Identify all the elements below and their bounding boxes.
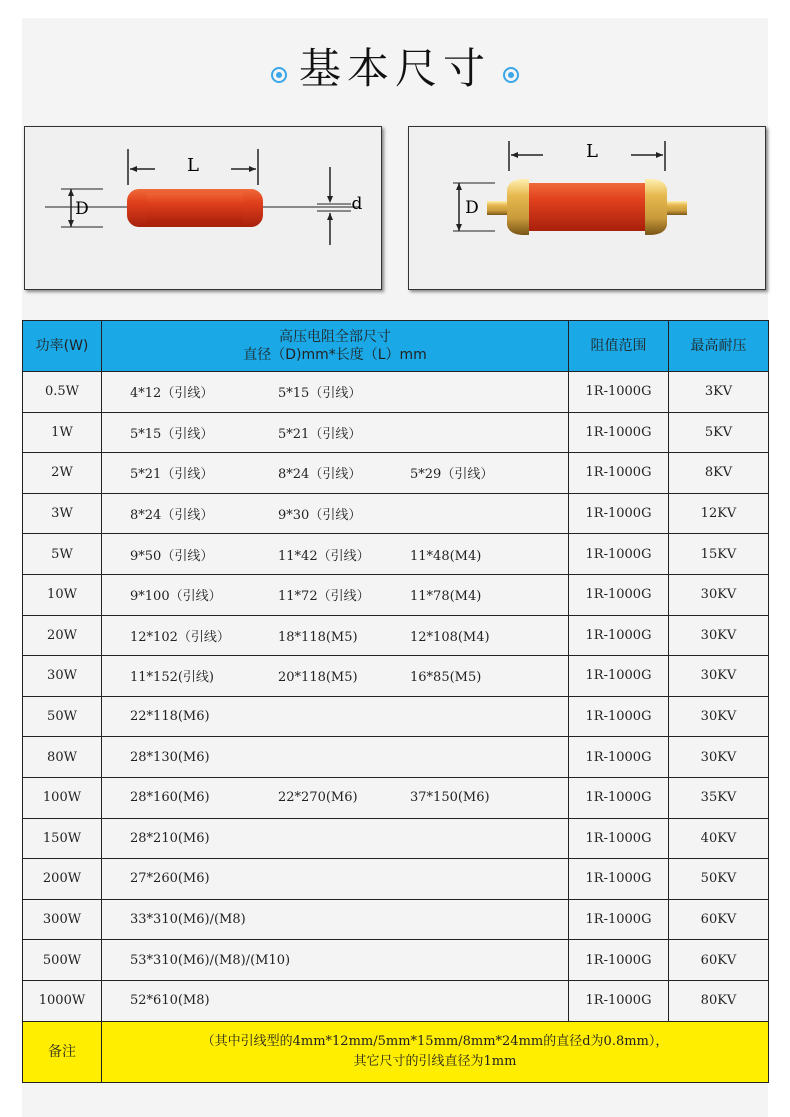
dimension-option: 5*29（引线） (410, 467, 494, 483)
resistance-range-cell: 1R-1000G (569, 656, 669, 697)
max-voltage-cell: 15KV (669, 534, 769, 575)
dimension-option: 8*24（引线） (130, 508, 214, 524)
power-cell: 300W (23, 899, 102, 940)
max-voltage-cell: 35KV (669, 777, 769, 818)
table-row (23, 453, 769, 494)
power-cell: 200W (23, 859, 102, 900)
table-row (23, 859, 769, 900)
resistance-range-cell: 1R-1000G (569, 737, 669, 778)
dimension-option: 28*130(M6) (130, 749, 210, 765)
dimension-option: 9*100（引线） (130, 589, 222, 605)
lead-diameter-label: d (351, 194, 363, 214)
header-dimensions-line1: 高压电阻全部尺寸 (279, 329, 391, 345)
table-row (23, 574, 769, 615)
max-voltage-cell: 30KV (669, 615, 769, 656)
circle-bullet-icon (503, 67, 519, 83)
dimensions-cell (102, 656, 569, 697)
diagram-lead-type (24, 126, 382, 290)
length-label: L (187, 155, 199, 176)
dimension-option: 5*15（引线） (130, 426, 214, 442)
note-line2: 其它尺寸的引线直径为1mm (353, 1053, 517, 1069)
header-resistance-range: 阻值范围 (569, 321, 669, 372)
resistance-range-cell: 1R-1000G (569, 615, 669, 656)
power-cell: 80W (23, 737, 102, 778)
max-voltage-cell: 12KV (669, 493, 769, 534)
dimension-option: 11*42（引线） (278, 548, 370, 564)
page-title: 基本尺寸 (298, 44, 491, 93)
dimensions-cell (102, 777, 569, 818)
resistor-body (521, 183, 653, 231)
max-voltage-cell: 50KV (669, 859, 769, 900)
power-cell: 10W (23, 574, 102, 615)
resistance-range-cell: 1R-1000G (569, 372, 669, 413)
table-row (23, 372, 769, 413)
table-row (23, 980, 769, 1021)
resistance-range-cell: 1R-1000G (569, 980, 669, 1021)
note-row (23, 1021, 769, 1082)
dimensions-cell (102, 372, 569, 413)
dimensions-cell (102, 980, 569, 1021)
dimensions-cell (102, 574, 569, 615)
max-voltage-cell: 5KV (669, 412, 769, 453)
header-dimensions (102, 321, 569, 372)
resistance-range-cell: 1R-1000G (569, 453, 669, 494)
resistance-range-cell: 1R-1000G (569, 412, 669, 453)
table-row (23, 777, 769, 818)
spec-table (22, 320, 769, 1083)
power-cell: 1000W (23, 980, 102, 1021)
dimension-option: 5*21（引线） (130, 467, 214, 483)
left-cap (507, 179, 529, 235)
diameter-label: D (465, 198, 479, 218)
dimension-option: 5*15（引线） (278, 386, 362, 402)
header-max-voltage: 最高耐压 (669, 321, 769, 372)
dimension-option: 4*12（引线） (130, 386, 214, 402)
resistance-range-cell: 1R-1000G (569, 534, 669, 575)
dimension-option: 12*102（引线） (130, 629, 230, 645)
table-row (23, 656, 769, 697)
note-text (102, 1021, 769, 1082)
power-cell: 0.5W (23, 372, 102, 413)
power-cell: 5W (23, 534, 102, 575)
dimensions-cell (102, 696, 569, 737)
dimensions-cell (102, 412, 569, 453)
dimension-option: 53*310(M6)/(M8)/(M10) (130, 952, 291, 968)
table-header-row (23, 321, 769, 372)
table-row (23, 534, 769, 575)
max-voltage-cell: 8KV (669, 453, 769, 494)
resistance-range-cell: 1R-1000G (569, 818, 669, 859)
dimension-option: 11*48(M4) (410, 548, 482, 564)
table-row (23, 940, 769, 981)
left-thread (487, 201, 509, 215)
max-voltage-cell: 30KV (669, 696, 769, 737)
dimensions-cell (102, 615, 569, 656)
right-cap (645, 179, 667, 235)
dimension-option: 52*610(M8) (130, 993, 210, 1009)
table-row (23, 899, 769, 940)
dimension-option: 9*50（引线） (130, 548, 214, 564)
power-cell: 30W (23, 656, 102, 697)
resistance-range-cell: 1R-1000G (569, 859, 669, 900)
power-cell: 500W (23, 940, 102, 981)
dimension-option: 11*72（引线） (278, 589, 370, 605)
power-cell: 1W (23, 412, 102, 453)
resistance-range-cell: 1R-1000G (569, 899, 669, 940)
diagram-terminal-type (408, 126, 766, 290)
dimensions-cell (102, 453, 569, 494)
resistance-range-cell: 1R-1000G (569, 574, 669, 615)
max-voltage-cell: 80KV (669, 980, 769, 1021)
dimension-option: 18*118(M5) (278, 629, 358, 645)
power-cell: 2W (23, 453, 102, 494)
max-voltage-cell: 30KV (669, 737, 769, 778)
table-row (23, 818, 769, 859)
dimension-option: 16*85(M5) (410, 670, 482, 686)
resistance-range-cell: 1R-1000G (569, 940, 669, 981)
power-cell: 20W (23, 615, 102, 656)
dimension-option: 33*310(M6)/(M8) (130, 912, 246, 928)
length-label: L (586, 141, 598, 162)
lead-resistor-drawing (25, 127, 381, 289)
dimension-option: 11*152(引线) (130, 670, 214, 686)
terminal-resistor-drawing (409, 127, 765, 289)
note-label: 备注 (23, 1021, 102, 1082)
table-row (23, 696, 769, 737)
dimension-option: 20*118(M5) (278, 670, 358, 686)
dimensions-cell (102, 493, 569, 534)
resistance-range-cell: 1R-1000G (569, 777, 669, 818)
max-voltage-cell: 40KV (669, 818, 769, 859)
resistance-range-cell: 1R-1000G (569, 696, 669, 737)
dimension-option: 11*78(M4) (410, 589, 482, 605)
table-row (23, 412, 769, 453)
header-power: 功率(W) (23, 321, 102, 372)
title-bar (0, 34, 790, 104)
max-voltage-cell: 60KV (669, 899, 769, 940)
dimension-option: 28*210(M6) (130, 830, 210, 846)
table-body (23, 372, 769, 1022)
dimension-option: 27*260(M6) (130, 871, 210, 887)
dimension-option: 37*150(M6) (410, 790, 490, 806)
resistance-range-cell: 1R-1000G (569, 493, 669, 534)
max-voltage-cell: 3KV (669, 372, 769, 413)
dimension-option: 12*108(M4) (410, 629, 490, 645)
power-cell: 3W (23, 493, 102, 534)
dimension-option: 22*118(M6) (130, 709, 210, 725)
power-cell: 50W (23, 696, 102, 737)
dimension-option: 28*160(M6) (130, 790, 210, 806)
power-cell: 150W (23, 818, 102, 859)
table-row (23, 615, 769, 656)
right-thread (665, 201, 687, 215)
dimensions-cell (102, 737, 569, 778)
dimensions-cell (102, 534, 569, 575)
dimensions-cell (102, 899, 569, 940)
table-row (23, 737, 769, 778)
circle-bullet-icon (271, 67, 287, 83)
max-voltage-cell: 30KV (669, 574, 769, 615)
dimensions-cell (102, 859, 569, 900)
dimensions-cell (102, 940, 569, 981)
dimension-option: 22*270(M6) (278, 790, 358, 806)
note-line1: （其中引线型的4mm*12mm/5mm*15mm/8mm*24mm的直径d为0.8mm）， (201, 1033, 669, 1049)
diameter-label: D (75, 199, 89, 219)
table-row (23, 493, 769, 534)
max-voltage-cell: 30KV (669, 656, 769, 697)
power-cell: 100W (23, 777, 102, 818)
max-voltage-cell: 60KV (669, 940, 769, 981)
dimension-option: 5*21（引线） (278, 426, 362, 442)
dimension-option: 8*24（引线） (278, 467, 362, 483)
dimension-option: 9*30（引线） (278, 508, 362, 524)
dimensions-cell (102, 818, 569, 859)
header-dimensions-line2: 直径（D)mm*长度（L）mm (243, 347, 427, 363)
